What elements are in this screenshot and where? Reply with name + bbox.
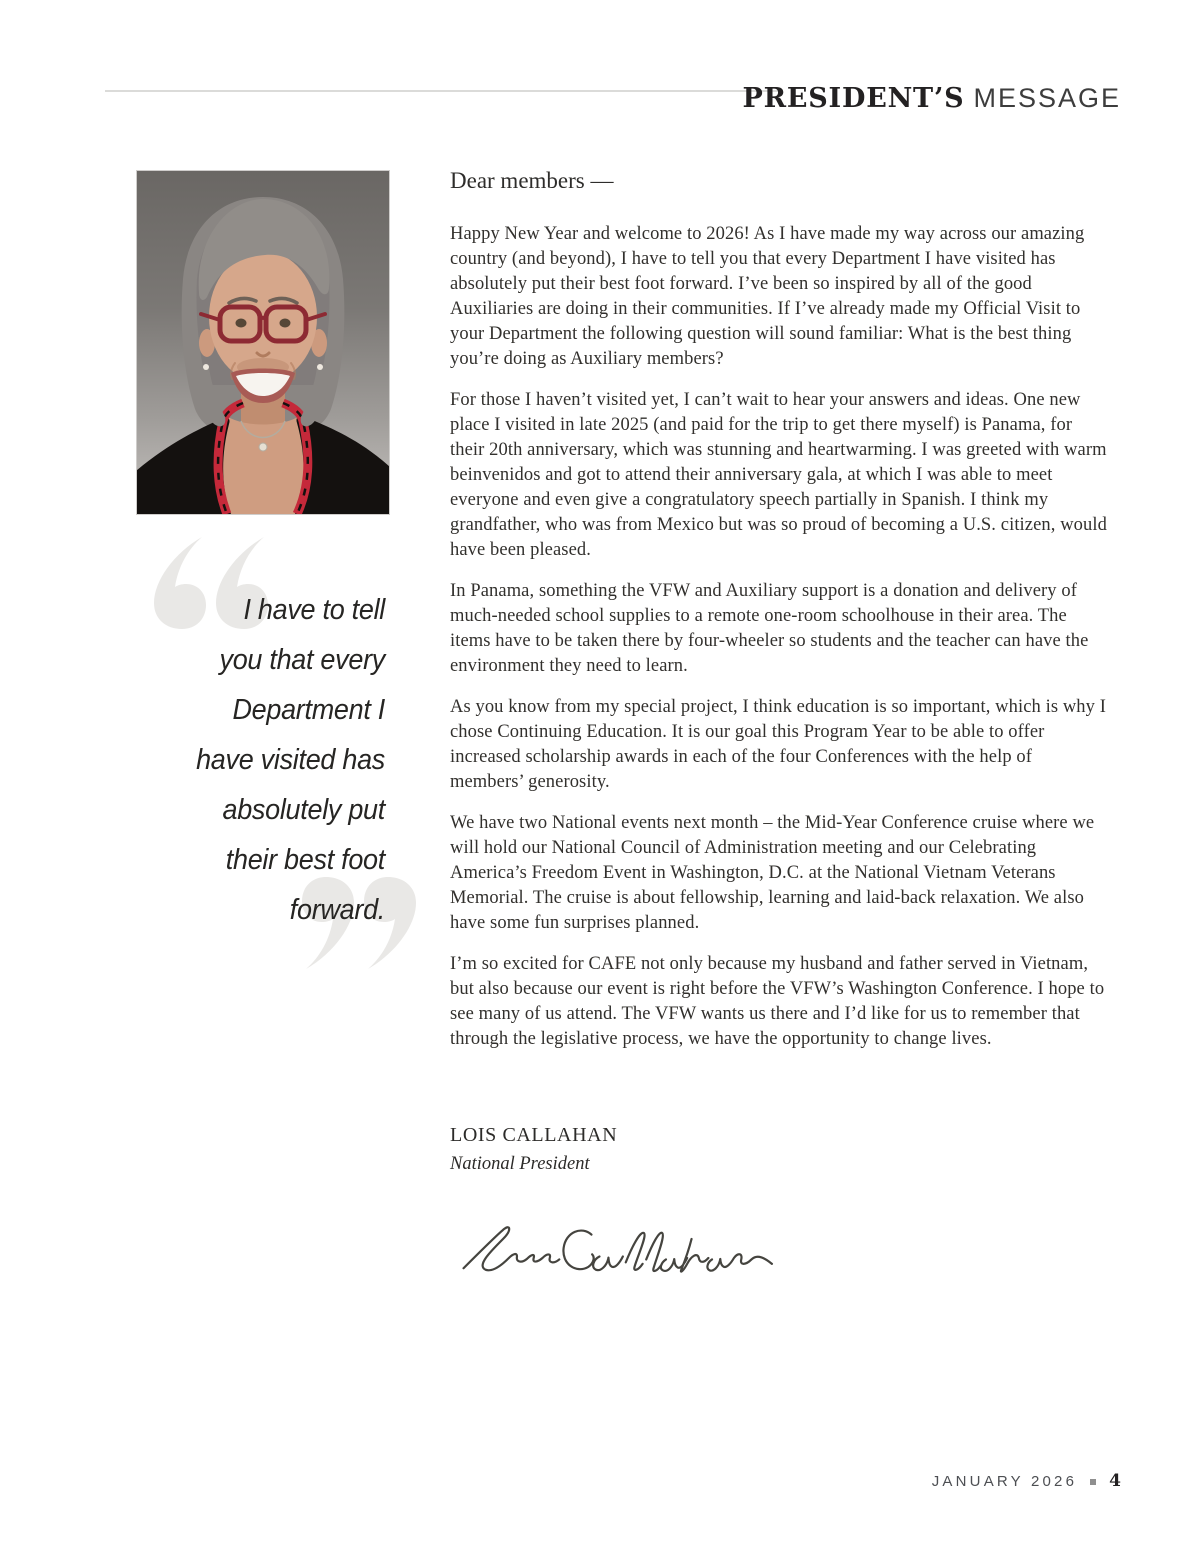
pull-quote-line: have visited has	[196, 744, 385, 776]
signer-name: LOIS CALLAHAN	[450, 1124, 618, 1146]
signer-title: National President	[450, 1154, 590, 1174]
pull-quote-line: I have to tell	[243, 594, 385, 626]
portrait-illustration	[137, 171, 389, 514]
letter-body	[450, 166, 1110, 1296]
letter-paragraph-4: As you know from my special project, I think education is so important, which is why I chose Continuing Education. It is our goal this Program Year to be able to offer increased scholarship awards in each of the four Conferences with the help of members’ generosity.	[450, 697, 1106, 792]
pull-quote-line: their best foot	[225, 844, 385, 876]
letter-paragraph-6: I’m so excited for CAFE not only because my husband and father served in Vietnam, but also because our event is right before the VFW’s Washington Conference. I hope to see many of us attend. The VFW wants us there and I’d like for us to remember that through the legislative process, we have the opportunity to change lives.	[450, 954, 1105, 1049]
pull-quote	[136, 535, 388, 975]
page-footer	[932, 1473, 1121, 1490]
page-title-primary: PRESIDENT’S	[742, 83, 965, 114]
pull-quote-text	[136, 585, 388, 935]
page-title	[743, 80, 1121, 112]
letter-paragraph-1: Happy New Year and welcome to 2026! As I have made my way across our amazing country (and beyond), I have to tell you that every Department I have visited has absolutely put their best foot forward. I’ve been so inspired by all of the good Auxiliaries are doing in their communities. If I’ve already made my Official Visit to your Department the following question will sound familiar: What is the best thing you’re doing as Auxiliary members?	[450, 224, 1085, 369]
footer-bullet-icon	[1090, 1479, 1096, 1485]
letter-paragraph-3: In Panama, something the VFW and Auxiliary support is a donation and delivery of much-needed school supplies to a remote one-room schoolhouse in their area. The items have to be taken there by four-wheeler so students and the teacher can have the environment they need to learn.	[450, 581, 1089, 676]
header-rule	[105, 90, 779, 92]
pull-quote-line: forward.	[289, 894, 385, 926]
letter-paragraph-2: For those I haven’t visited yet, I can’t wait to hear your answers and ideas. One new place I visited in late 2025 (and paid for the trip to get there myself) is Panama, for their 20th anniversary, which was stunning and heartwarming. I was greeted with warm beinvenidos and got to attend their anniversary gala, at which I was able to meet everyone and even give a congratulatory speech partially in Spanish. I think my grandfather, who was from Mexico but was so proud of becoming a U.S. citizen, would have been pleased.	[450, 390, 1107, 560]
pull-quote-line: you that every	[219, 644, 385, 676]
pull-quote-line: absolutely put	[222, 794, 385, 826]
letter-paragraph-5: We have two National events next month – the Mid-Year Conference cruise where we will hold our National Council of Administration meeting and our Celebrating America’s Freedom Event in Washington, D.C. at the National Vietnam Veterans Memorial. The cruise is about fellowship, learning and laid-back relaxation. We also have some fun surprises planned.	[450, 813, 1095, 933]
president-portrait-photo	[136, 170, 390, 515]
page-title-secondary: MESSAGE	[973, 83, 1121, 113]
issue-date: JANUARY 2026	[931, 1473, 1078, 1490]
handwritten-signature	[452, 1201, 782, 1296]
page-number: 4	[1109, 1471, 1121, 1491]
letter-greeting: Dear members —	[450, 168, 614, 193]
pull-quote-line: Department I	[232, 694, 385, 726]
